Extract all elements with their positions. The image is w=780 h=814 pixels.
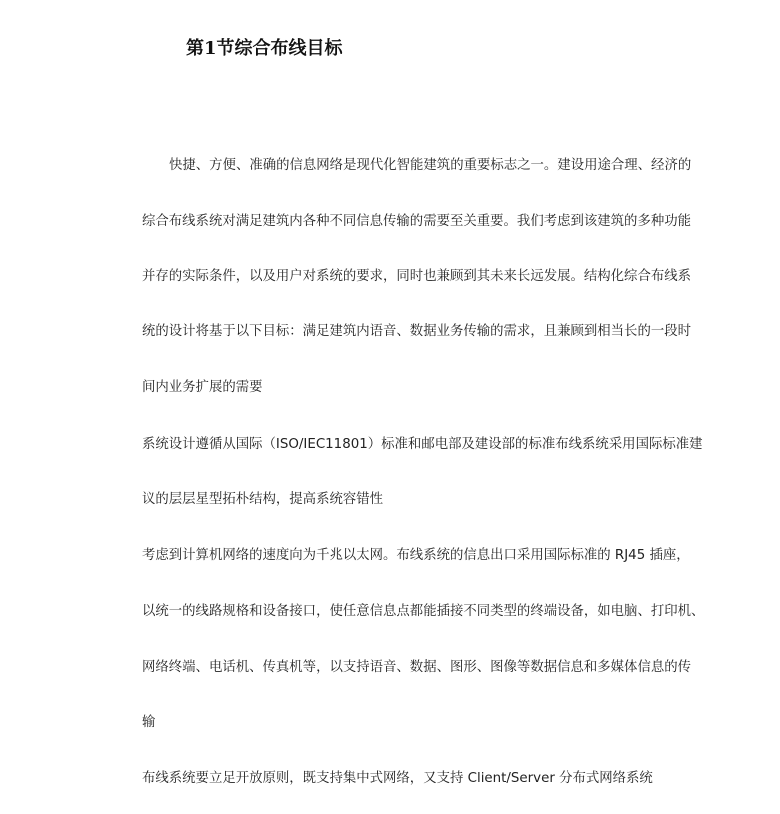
- paragraph-line-10: 网络终端、电话机、传真机等，以支持语音、数据、图形、图像等数据信息和多媒体信息的传: [142, 660, 692, 675]
- paragraph-line-12: 布线系统要立足开放原则，既支持集中式网络，又支持 Client/Server 分布式网络系统: [142, 771, 653, 786]
- paragraph-line-4: 统的设计将基于以下目标：满足建筑内语音、数据业务传输的需求，且兼顾到相当长的一段时: [142, 324, 692, 339]
- paragraph-line-3: 并存的实际条件，以及用户对系统的要求，同时也兼顾到其未来长远发展。结构化综合布线系: [142, 269, 692, 284]
- paragraph-line-6: 系统设计遵循从国际（ISO/IEC11801）标准和邮电部及建设部的标准布线系统采用国际标准建: [142, 437, 703, 452]
- paragraph-line-2: 综合布线系统对满足建筑内各种不同信息传输的需要至关重要。我们考虑到该建筑的多种功能: [142, 214, 692, 229]
- paragraph-line-5: 间内业务扩展的需要: [142, 380, 263, 395]
- paragraph-line-7: 议的层层星型拓朴结构，提高系统容错性: [142, 492, 384, 507]
- paragraph-line-1: 快捷、方便、准确的信息网络是现代化智能建筑的重要标志之一。建设用途合理、经济的: [169, 158, 692, 173]
- paragraph-line-8: 考虑到计算机网络的速度向为千兆以太网。布线系统的信息出口采用国际标准的 RJ45 插座，: [142, 548, 690, 563]
- paragraph-line-9: 以统一的线路规格和设备接口，使任意信息点都能插接不同类型的终端设备，如电脑、打印机、: [142, 604, 705, 619]
- paragraph-line-11: 输: [142, 715, 156, 730]
- section-heading: 第1节综合布线目标: [186, 38, 343, 59]
